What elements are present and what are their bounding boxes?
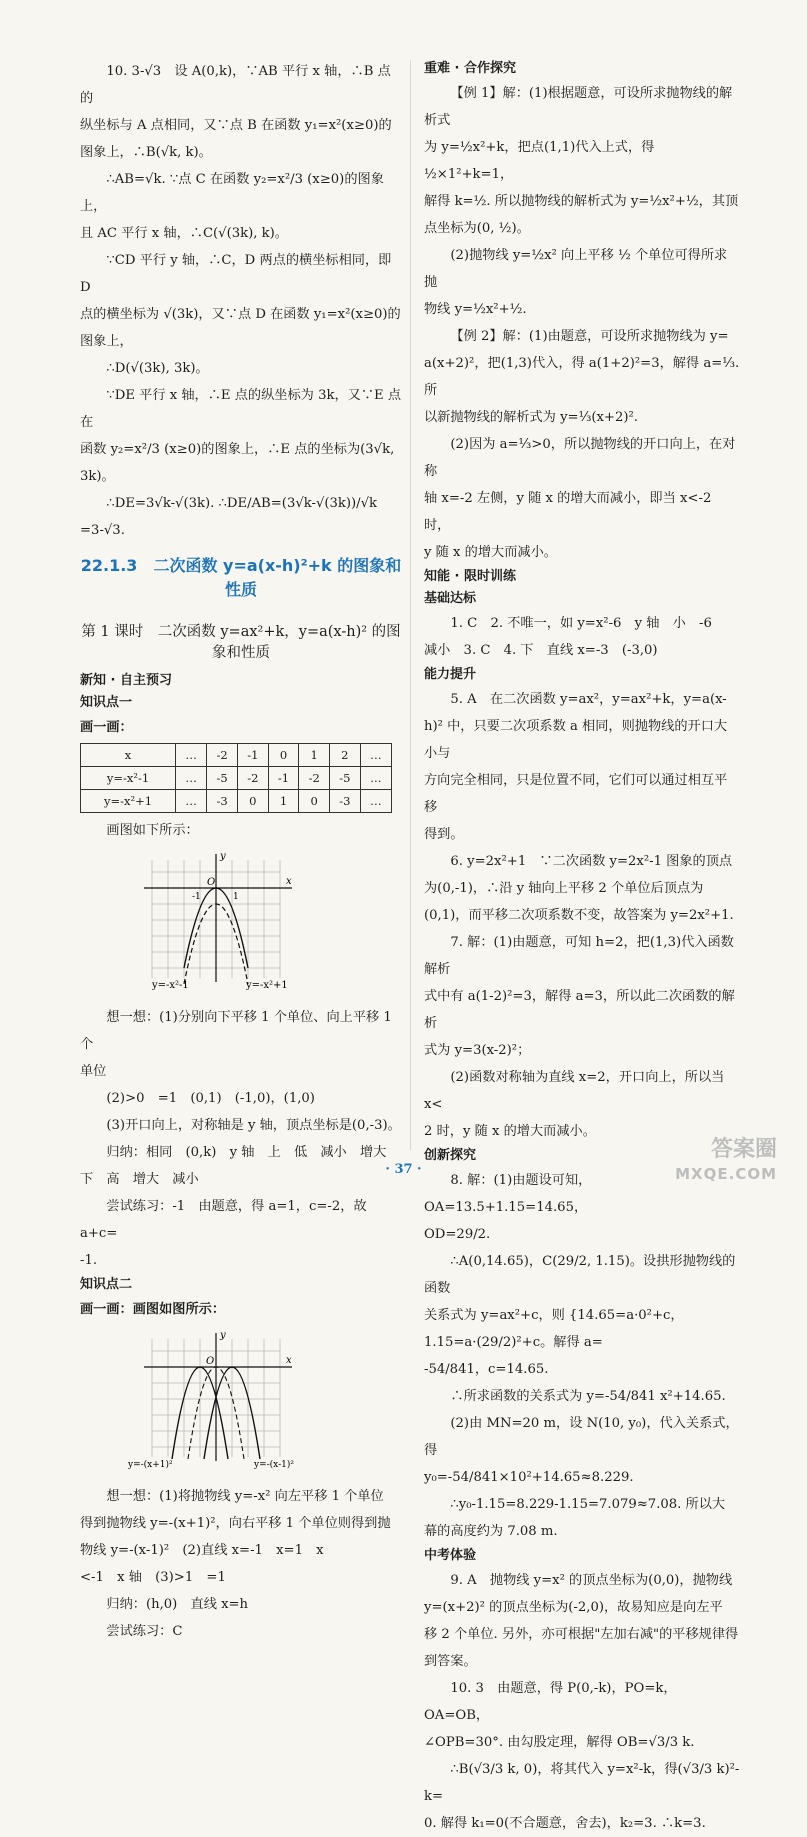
ability-line: 2 时，y 随 x 的增大而减小。 bbox=[424, 1124, 596, 1139]
draw-prompt-1: 画一画： bbox=[80, 720, 133, 735]
exam-line: ∠OPB=30°. 由勾股定理，解得 OB=√3/3 k. bbox=[424, 1735, 695, 1750]
xiang2-line: 尝试练习：C bbox=[106, 1624, 183, 1639]
ability-line: 方向完全相同，只是位置不同，它们可以通过相互平移 bbox=[424, 773, 728, 815]
ability-line: 式为 y=3(x-2)²； bbox=[424, 1043, 531, 1058]
watermark-line2: MXQE.COM bbox=[675, 1165, 777, 1183]
ability-line: 5. A 在二次函数 y=ax²，y=ax²+k，y=a(x- bbox=[450, 692, 727, 707]
xiang2-line: <-1 x 轴 (3)>1 =1 bbox=[80, 1570, 226, 1585]
innov-line: -54/841，c=14.65. bbox=[424, 1362, 549, 1377]
left-column bbox=[80, 58, 402, 1645]
column-divider bbox=[410, 60, 411, 1150]
page-number: · 37 · bbox=[385, 1162, 422, 1177]
xiang2-line: 归纳：(h,0) 直线 x=h bbox=[106, 1597, 249, 1612]
ability-line: (2)函数对称轴为直线 x=2，开口向上，所以当 x< bbox=[424, 1070, 725, 1112]
zhongnan-heading: 重难 · 合作探究 bbox=[424, 61, 516, 76]
table-cell: -2 bbox=[299, 767, 330, 790]
innov-line: OD=29/2. bbox=[424, 1227, 491, 1242]
curve-label-left: y=-x²-1 bbox=[152, 980, 189, 990]
p10-line: ∵CD 平行 y 轴，∴C，D 两点的横坐标相同，即 D bbox=[80, 253, 392, 295]
curve-label-right: y=-x²+1 bbox=[246, 980, 288, 990]
ability-line: (0,1)，而平移二次项系数不变，故答案为 y=2x²+1. bbox=[424, 908, 734, 923]
exam-line: 0. 解得 k₁=0(不合题意，舍去)，k₂=3. ∴k=3. bbox=[424, 1816, 706, 1831]
nengli-heading: 能力提升 bbox=[424, 667, 477, 682]
axis-y-label: y bbox=[220, 1330, 226, 1341]
ex2-line: 【例 2】解：(1)由题意，可设所求抛物线为 y= bbox=[450, 329, 729, 344]
ex2-line: 以新抛物线的解析式为 y=⅓(x+2)². bbox=[424, 410, 638, 425]
watermark-line1: 答案圈 bbox=[710, 1137, 777, 1162]
ex2-line: a(x+2)²，把(1,3)代入，得 a(1+2)²=3，解得 a=⅓. 所 bbox=[424, 356, 740, 398]
table-cell: -3 bbox=[330, 790, 361, 813]
xiang1-line: (2)>0 =1 (0,1) (-1,0)，(1,0) bbox=[106, 1091, 315, 1106]
jichu-heading: 基础达标 bbox=[424, 591, 477, 606]
table-cell: 2 bbox=[330, 744, 361, 767]
table-cell: … bbox=[360, 790, 391, 813]
p10-line: ∴AB=√k. ∵点 C 在函数 y₂=x²/3 (x≥0)的图象上， bbox=[80, 172, 384, 214]
origin-label: O bbox=[206, 1356, 215, 1367]
tick-label: 1 bbox=[233, 892, 239, 902]
table-cell: -5 bbox=[207, 767, 238, 790]
ex2-line: (2)因为 a=⅓>0，所以抛物线的开口向上，在对称 bbox=[424, 437, 736, 479]
table-cell: -3 bbox=[207, 790, 238, 813]
p10-line: 纵坐标与 A 点相同，又∵点 B 在函数 y₁=x²(x≥0)的 bbox=[80, 118, 392, 133]
p10-line: ∴DE=3√k-√(3k). ∴DE/AB=(3√k-√(3k))/√k =3-√3. bbox=[80, 496, 378, 538]
xiang1-line: (3)开口向上，对称轴是 y 轴，顶点坐标是(0,-3)。 bbox=[106, 1118, 401, 1133]
curve-label-left: y=-(x+1)² bbox=[128, 1460, 173, 1469]
innov-line: ∴A(0,14.65)，C(29/2, 1.15)。设拱形抛物线的函数 bbox=[424, 1254, 736, 1296]
watermark bbox=[675, 1138, 777, 1186]
xiang1-line: 尝试练习：-1 由题意，得 a=1，c=-2，故 a+c= bbox=[80, 1199, 367, 1241]
table-cell: y=-x²+1 bbox=[81, 790, 176, 813]
xiang1-line: 下 高 增大 减小 bbox=[80, 1172, 199, 1187]
axis-x-label: x bbox=[286, 1355, 292, 1366]
ex2-line: y 随 x 的增大而减小。 bbox=[424, 545, 557, 560]
xiang1-line: 归纳：相同 (0,k) y 轴 上 低 减小 增大 bbox=[106, 1145, 387, 1160]
xiang1-line: -1. bbox=[80, 1253, 98, 1268]
table-cell: 0 bbox=[299, 790, 330, 813]
xiang2-line: 想一想：(1)将抛物线 y=-x² 向左平移 1 个单位 bbox=[106, 1489, 384, 1504]
table-cell: y=-x²-1 bbox=[81, 767, 176, 790]
p10-line: ∴D(√(3k), 3k)。 bbox=[106, 361, 209, 376]
xiang2-line: 物线 y=-(x-1)² (2)直线 x=-1 x=1 x bbox=[80, 1543, 324, 1558]
table-cell: -1 bbox=[268, 767, 299, 790]
table-cell: -5 bbox=[330, 767, 361, 790]
innov-line: 关系式为 y=ax²+c，则 {14.65=a·0²+c，1.15=a·(29/2)²+c。解得 a= bbox=[424, 1308, 684, 1350]
table-row bbox=[81, 790, 392, 813]
p10-line: 3k)。 bbox=[80, 469, 115, 484]
xiang1-line: 想一想：(1)分别向下平移 1 个单位、向上平移 1 个 bbox=[80, 1010, 392, 1052]
draw-prompt-2: 画一画：画图如图所示： bbox=[80, 1302, 226, 1317]
innov-line: y₀=-54/841×10²+14.65≈8.229. bbox=[424, 1470, 634, 1485]
exam-line: y=(x+2)² 的顶点坐标为(-2,0)，故易知应是向左平 bbox=[424, 1600, 723, 1615]
ability-line: 7. 解：(1)由题意，可知 h=2，把(1,3)代入函数解析 bbox=[424, 935, 734, 977]
exam-line: 到答案。 bbox=[424, 1654, 477, 1669]
zhineng-heading: 知能 · 限时训练 bbox=[424, 569, 516, 584]
ex2-line: 轴 x=-2 左侧，y 随 x 的增大而减小，即当 x<-2 时， bbox=[424, 491, 712, 533]
parabola-graph-2 bbox=[80, 1329, 402, 1469]
table-row bbox=[81, 744, 392, 767]
p10-line: 且 AC 平行 x 轴，∴C(√(3k), k)。 bbox=[80, 226, 288, 241]
ability-line: h)² 中，只要二次项系数 a 相同，则抛物线的开口大小与 bbox=[424, 719, 728, 761]
origin-label: O bbox=[207, 877, 216, 888]
innov-line: ∴y₀-1.15=8.229-1.15=7.079≈7.08. 所以大 bbox=[450, 1497, 726, 1512]
ability-line: 式中有 a(1-2)²=3，解得 a=3，所以此二次函数的解析 bbox=[424, 989, 735, 1031]
p10-line: 图象上，∴B(√k, k)。 bbox=[80, 145, 212, 160]
table-cell: -2 bbox=[237, 767, 268, 790]
xiang1-line: 单位 bbox=[80, 1064, 107, 1079]
p10-line: 函数 y₂=x²/3 (x≥0)的图象上，∴E 点的坐标为(3√k, bbox=[80, 442, 395, 457]
right-column bbox=[424, 58, 740, 1837]
section-title: 22.1.3 二次函数 y=a(x-h)²+k 的图象和性质 bbox=[80, 556, 402, 599]
table-cell: 1 bbox=[268, 790, 299, 813]
table-cell: -1 bbox=[237, 744, 268, 767]
axis-x-label: x bbox=[286, 876, 292, 887]
exam-line: 移 2 个单位. 另外，亦可根据"左加右减"的平移规律得 bbox=[424, 1627, 739, 1642]
knowledge-point-2: 知识点二 bbox=[80, 1277, 133, 1292]
ability-line: 得到。 bbox=[424, 827, 464, 842]
draw-note: 画图如下所示： bbox=[106, 823, 199, 838]
p10-line: 点的横坐标为 √(3k)，又∵点 D 在函数 y₁=x²(x≥0)的 bbox=[80, 307, 401, 322]
xinzhi-heading: 新知 · 自主预习 bbox=[80, 673, 172, 688]
ability-line: 为(0,-1)，∴沿 y 轴向上平移 2 个单位后顶点为 bbox=[424, 881, 704, 896]
ex1-line: 解得 k=½. 所以抛物线的解析式为 y=½x²+½，其顶 bbox=[424, 194, 739, 209]
innov-line: 8. 解：(1)由题设可知，OA=13.5+1.15=14.65， bbox=[424, 1173, 592, 1215]
exam-line: 10. 3 由题意，得 P(0,-k)，PO=k，OA=OB， bbox=[424, 1681, 677, 1723]
table-cell: 0 bbox=[237, 790, 268, 813]
table-cell: … bbox=[360, 744, 391, 767]
basic-line: 减小 3. C 4. 下 直线 x=-3 (-3,0) bbox=[424, 643, 658, 658]
zhongkao-heading: 中考体验 bbox=[424, 1548, 477, 1563]
axis-y-label: y bbox=[220, 851, 226, 862]
graph-figure-1 bbox=[80, 850, 402, 1000]
exam-line: ∴B(√3/3 k, 0)，将其代入 y=x²-k，得(√3/3 k)²-k= bbox=[424, 1762, 740, 1804]
table-cell: 1 bbox=[299, 744, 330, 767]
innov-line: 幕的高度约为 7.08 m. bbox=[424, 1524, 558, 1539]
table-cell: -2 bbox=[207, 744, 238, 767]
p10-line: 10. 3-√3 设 A(0,k)，∵AB 平行 x 轴，∴B 点的 bbox=[80, 64, 391, 106]
table-cell: … bbox=[176, 767, 207, 790]
parabola-graph-1 bbox=[80, 850, 402, 990]
ex1-line: 点坐标为(0, ½)。 bbox=[424, 221, 530, 236]
table-cell: … bbox=[176, 790, 207, 813]
ability-line: 6. y=2x²+1 ∵二次函数 y=2x²-1 图象的顶点 bbox=[450, 854, 733, 869]
knowledge-point-1: 知识点一 bbox=[80, 695, 133, 710]
basic-line: 1. C 2. 不唯一，如 y=x²-6 y 轴 小 -6 bbox=[450, 616, 712, 631]
ex1-line: 【例 1】解：(1)根据题意，可设所求抛物线的解析式 bbox=[424, 86, 733, 128]
chuangxin-heading: 创新探究 bbox=[424, 1148, 477, 1163]
p10-line: ∵DE 平行 x 轴，∴E 点的纵坐标为 3k，又∵E 点在 bbox=[80, 388, 402, 430]
table-cell: x bbox=[81, 744, 176, 767]
ex1-line: (2)抛物线 y=½x² 向上平移 ½ 个单位可得所求抛 bbox=[424, 248, 728, 290]
ex1-line: 为 y=½x²+k，把点(1,1)代入上式，得 ½×1²+k=1， bbox=[424, 140, 655, 182]
innov-line: (2)由 MN=20 m，设 N(10, y₀)，代入关系式，得 bbox=[424, 1416, 739, 1458]
innov-line: ∴所求函数的关系式为 y=-54/841 x²+14.65. bbox=[450, 1389, 726, 1404]
exam-line: 9. A 抛物线 y=x² 的顶点坐标为(0,0)，抛物线 bbox=[450, 1573, 733, 1588]
table-cell: 0 bbox=[268, 744, 299, 767]
value-table bbox=[80, 743, 392, 813]
curve-label-right: y=-(x-1)² bbox=[254, 1460, 294, 1469]
graph-figure-2 bbox=[80, 1329, 402, 1479]
table-cell: … bbox=[360, 767, 391, 790]
ex1-line: 物线 y=½x²+½. bbox=[424, 302, 527, 317]
xiang2-line: 得到抛物线 y=-(x+1)²，向右平移 1 个单位则得到抛 bbox=[80, 1516, 391, 1531]
lesson-title: 第 1 课时 二次函数 y=ax²+k，y=a(x-h)² 的图象和性质 bbox=[81, 624, 401, 661]
tick-label: -1 bbox=[192, 892, 201, 902]
p10-line: 图象上， bbox=[80, 334, 133, 349]
table-row bbox=[81, 767, 392, 790]
table-cell: … bbox=[176, 744, 207, 767]
